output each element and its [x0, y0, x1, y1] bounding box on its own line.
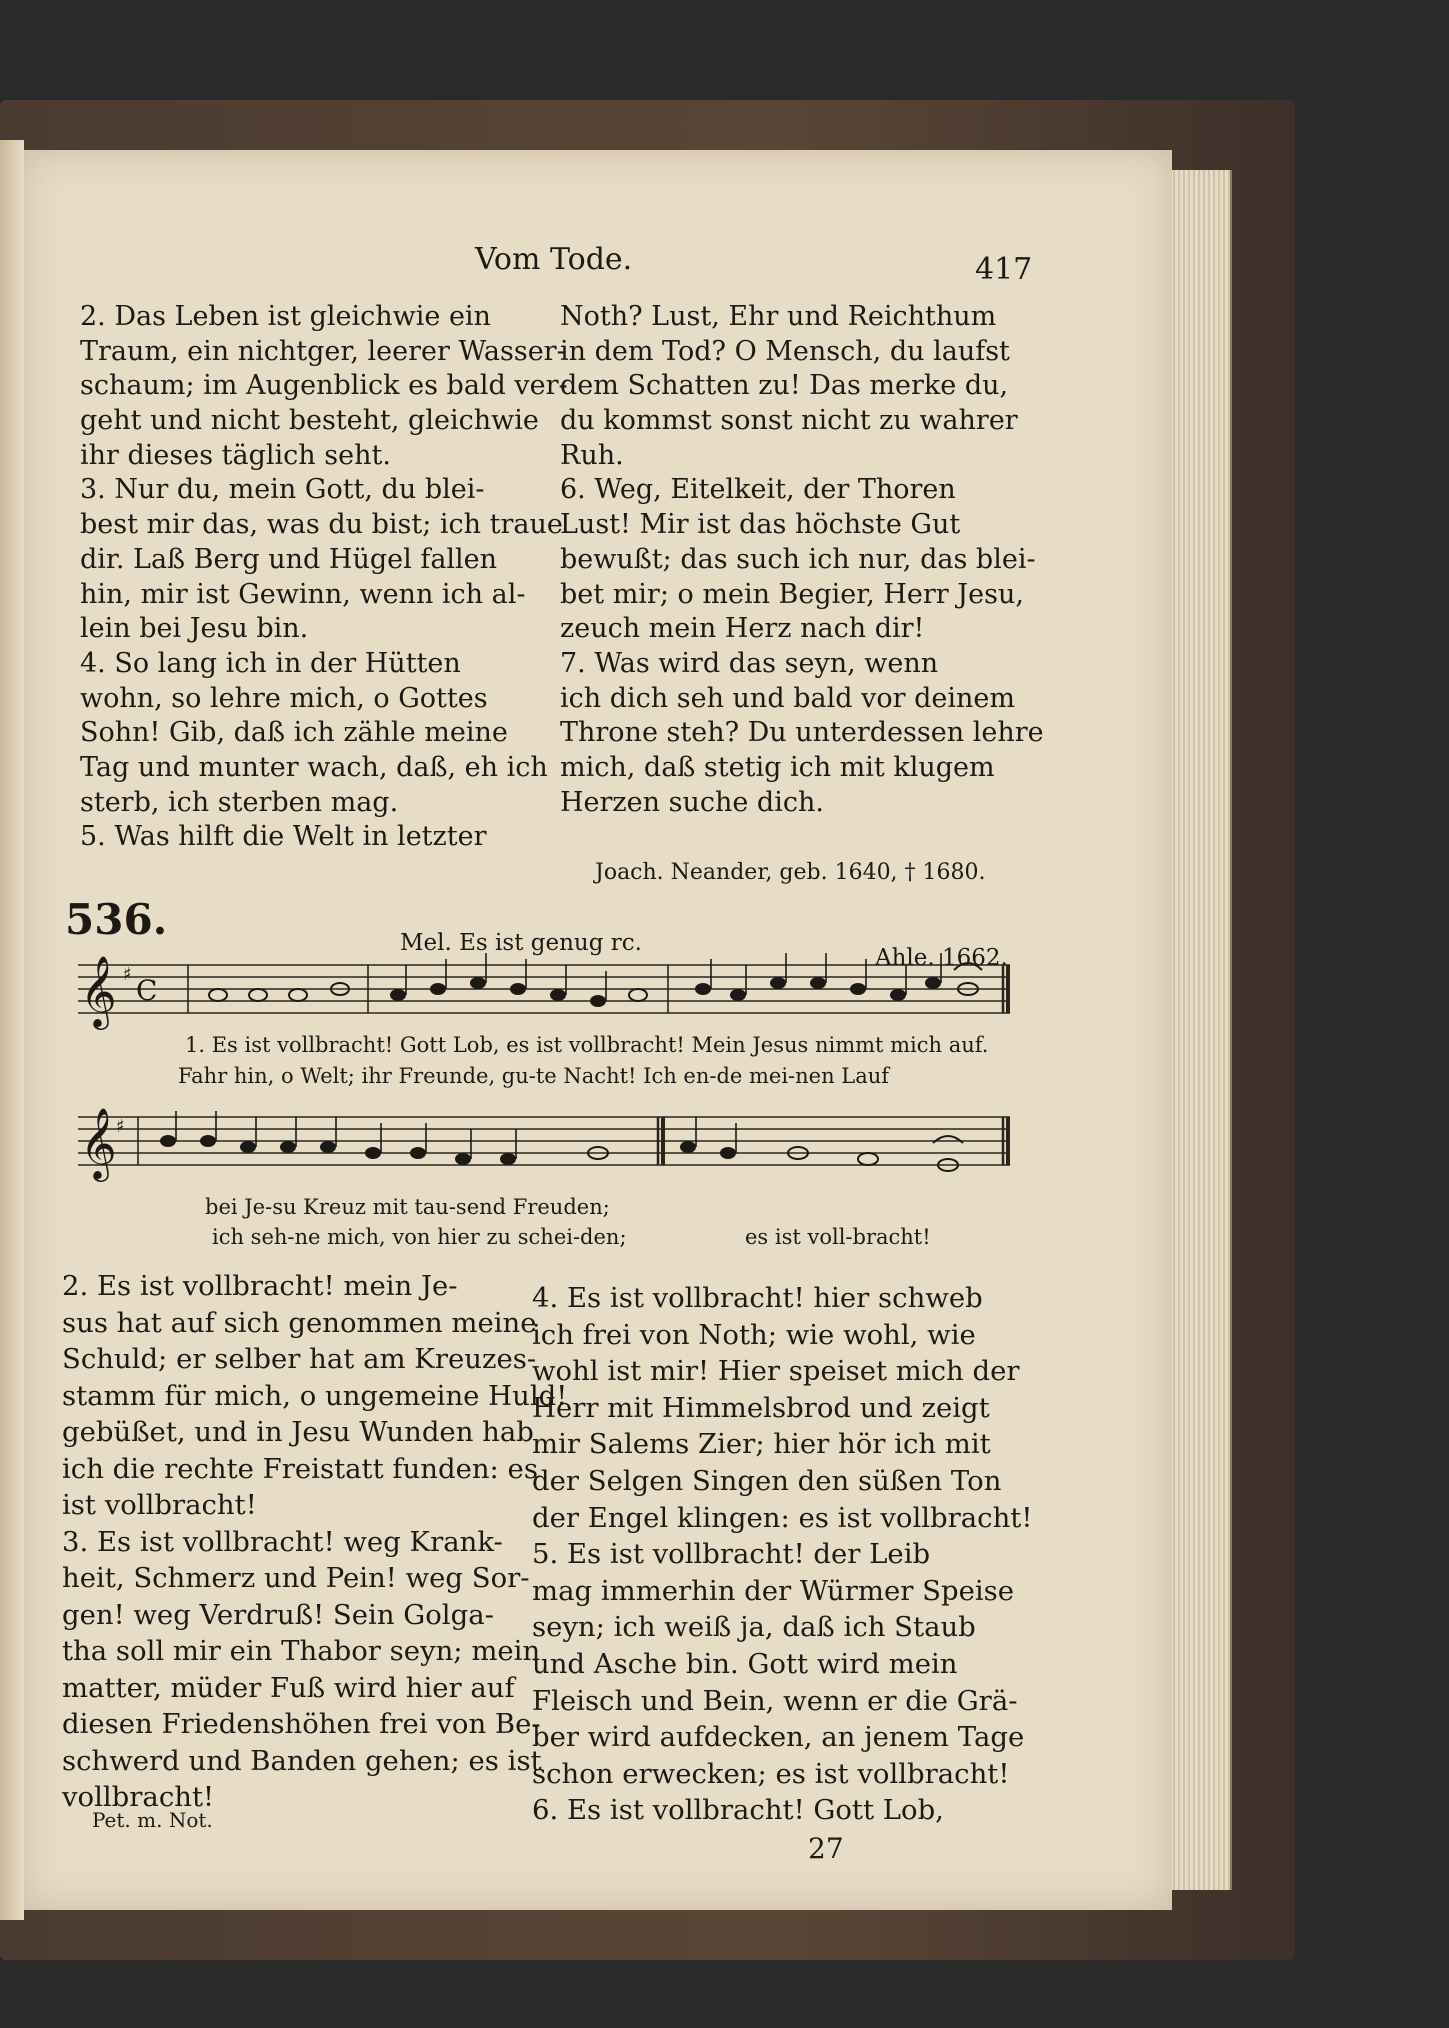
text-line: diesen Friedenshöhen frei von Be- [62, 1708, 541, 1740]
text-line: mich, daß stetig ich mit klugem [560, 751, 995, 783]
text-line: Herzen suche dich. [560, 786, 824, 818]
text-line: Herr mit Himmelsbrod und zeigt [532, 1391, 990, 1424]
text-line: mir Salems Zier; hier hör ich mit [532, 1428, 991, 1461]
text-line: wohl ist mir! Hier speiset mich der [532, 1355, 1020, 1388]
lyric-line-3: bei Je-su Kreuz mit tau-send Freuden; [205, 1195, 610, 1219]
text-line: 2. Es ist vollbracht! mein Je- [62, 1270, 458, 1302]
text-line: lein bei Jesu bin. [80, 613, 309, 645]
text-line: der Engel klingen: es ist vollbracht! [532, 1501, 1033, 1534]
text-line: schon erwecken; es ist vollbracht! [532, 1757, 1010, 1790]
page-gutter [0, 140, 24, 1920]
text-line: 3. Es ist vollbracht! weg Krank- [62, 1525, 503, 1558]
text-line: Noth? Lust, Ehr und Reichthum [560, 301, 997, 332]
text-line: tha soll mir ein Thabor seyn; mein [62, 1635, 541, 1667]
text-line: vollbracht! [62, 1781, 215, 1813]
text-line: in dem Tod? O Mensch, du laufst [560, 335, 1010, 367]
lyric-line-4b: es ist voll-bracht! [745, 1225, 931, 1249]
text-line: dir. Laß Berg und Hügel fallen [80, 543, 498, 575]
text-line: Ruh. [560, 439, 624, 471]
hymn-number: 536. [65, 895, 168, 944]
text-line: seyn; ich weiß ja, daß ich Staub [532, 1611, 976, 1644]
author-line: Joach. Neander, geb. 1640, † 1680. [595, 860, 986, 885]
text-line: stamm für mich, o ungemeine Huld! [62, 1379, 568, 1412]
signature-mark: 27 [808, 1832, 844, 1865]
text-line: Tag und munter wach, daß, eh ich [80, 751, 548, 783]
text-line: best mir das, was du bist; ich traue [80, 509, 563, 541]
svg-text:C: C [136, 974, 158, 1007]
text-line: hin, mir ist Gewinn, wenn ich al- [80, 578, 526, 610]
text-line: bet mir; o mein Begier, Herr Jesu, [560, 578, 1024, 610]
text-line: Throne steh? Du unterdessen lehre [560, 717, 1044, 749]
text-line: 7. Was wird das seyn, wenn [560, 647, 939, 679]
svg-text:𝄞: 𝄞 [80, 1106, 117, 1179]
text-line: und Asche bin. Gott wird mein [532, 1647, 958, 1680]
music-staff-2 [78, 1095, 1013, 1195]
text-line: dem Schatten zu! Das merke du, [560, 370, 1009, 402]
right-column [560, 300, 1044, 820]
text-line: heit, Schmerz und Pein! weg Sor- [62, 1562, 530, 1594]
lyric-line-2: Fahr hin, o Welt; ihr Freunde, gu-te Nacht! Ich en-de mei-nen Lauf [178, 1064, 890, 1088]
text-line: wohn, so lehre mich, o Gottes [80, 682, 488, 714]
svg-text:𝄞: 𝄞 [80, 954, 117, 1027]
footer-left: Pet. m. Not. [92, 1808, 213, 1832]
text-line: ich dich seh und bald vor deinem [560, 682, 1015, 714]
text-line: Fleisch und Bein, wenn er die Grä- [532, 1684, 1018, 1717]
lyric-line-1: 1. Es ist vollbracht! Gott Lob, es ist vollbracht! Mein Jesus nimmt mich auf. [185, 1033, 989, 1057]
text-line: matter, müder Fuß wird hier auf [62, 1671, 515, 1704]
text-line: 4. So lang ich in der Hütten [80, 647, 461, 679]
text-line: ich die rechte Freistatt funden: es [62, 1452, 538, 1485]
text-line: gebüßet, und in Jesu Wunden hab [62, 1416, 534, 1448]
text-line: ber wird aufdecken, an jenem Tage [532, 1721, 1025, 1754]
composer-line: Ahle. 1662. [875, 945, 1008, 971]
right-column-2 [532, 1280, 1033, 1829]
text-line: bewußt; das such ich nur, das blei- [560, 543, 1036, 575]
text-line: ist vollbracht! [62, 1489, 257, 1521]
text-line: der Selgen Singen den süßen Ton [532, 1464, 1002, 1497]
text-line: du kommst sonst nicht zu wahrer [560, 405, 1018, 437]
text-line: 3. Nur du, mein Gott, du blei- [80, 474, 485, 506]
text-line: sterb, ich sterben mag. [80, 786, 399, 818]
melody-reference: Mel. Es ist genug rc. [400, 930, 642, 956]
svg-text:♯: ♯ [116, 1116, 125, 1137]
text-line: 2. Das Leben ist gleichwie ein [80, 301, 491, 332]
text-line: Lust! Mir ist das höchste Gut [560, 509, 961, 541]
text-line: 5. Es ist vollbracht! der Leib [532, 1538, 931, 1571]
svg-text:♯: ♯ [123, 964, 132, 985]
text-line: sus hat auf sich genommen meine [62, 1306, 537, 1339]
text-line: Traum, ein nichtger, leerer Wasser- [80, 335, 566, 367]
text-line: 4. Es ist vollbracht! hier schweb [532, 1282, 983, 1314]
text-line: 6. Weg, Eitelkeit, der Thoren [560, 474, 956, 506]
text-line: 5. Was hilft die Welt in letzter [80, 821, 487, 853]
lyric-line-4: ich seh-ne mich, von hier zu schei-den; [212, 1225, 627, 1249]
left-column [80, 300, 568, 855]
text-line: Sohn! Gib, daß ich zähle meine [80, 717, 508, 749]
page-number: 417 [975, 252, 1033, 287]
text-line: 6. Es ist vollbracht! Gott Lob, [532, 1794, 944, 1827]
text-line: ich frei von Noth; wie wohl, wie [532, 1318, 976, 1351]
text-line: mag immerhin der Würmer Speise [532, 1574, 1015, 1607]
text-line: gen! weg Verdruß! Sein Golga- [62, 1598, 494, 1631]
text-line: ihr dieses täglich seht. [80, 439, 391, 471]
text-line: geht und nicht besteht, gleichwie [80, 405, 539, 437]
left-column-2 [62, 1268, 568, 1816]
text-line: schwerd und Banden gehen; es ist [62, 1744, 542, 1777]
running-header: Vom Tode. [475, 242, 633, 277]
text-line: zeuch mein Herz nach dir! [560, 613, 925, 645]
text-line: Schuld; er selber hat am Kreuzes- [62, 1343, 537, 1375]
text-line: schaum; im Augenblick es bald ver- [80, 370, 568, 402]
